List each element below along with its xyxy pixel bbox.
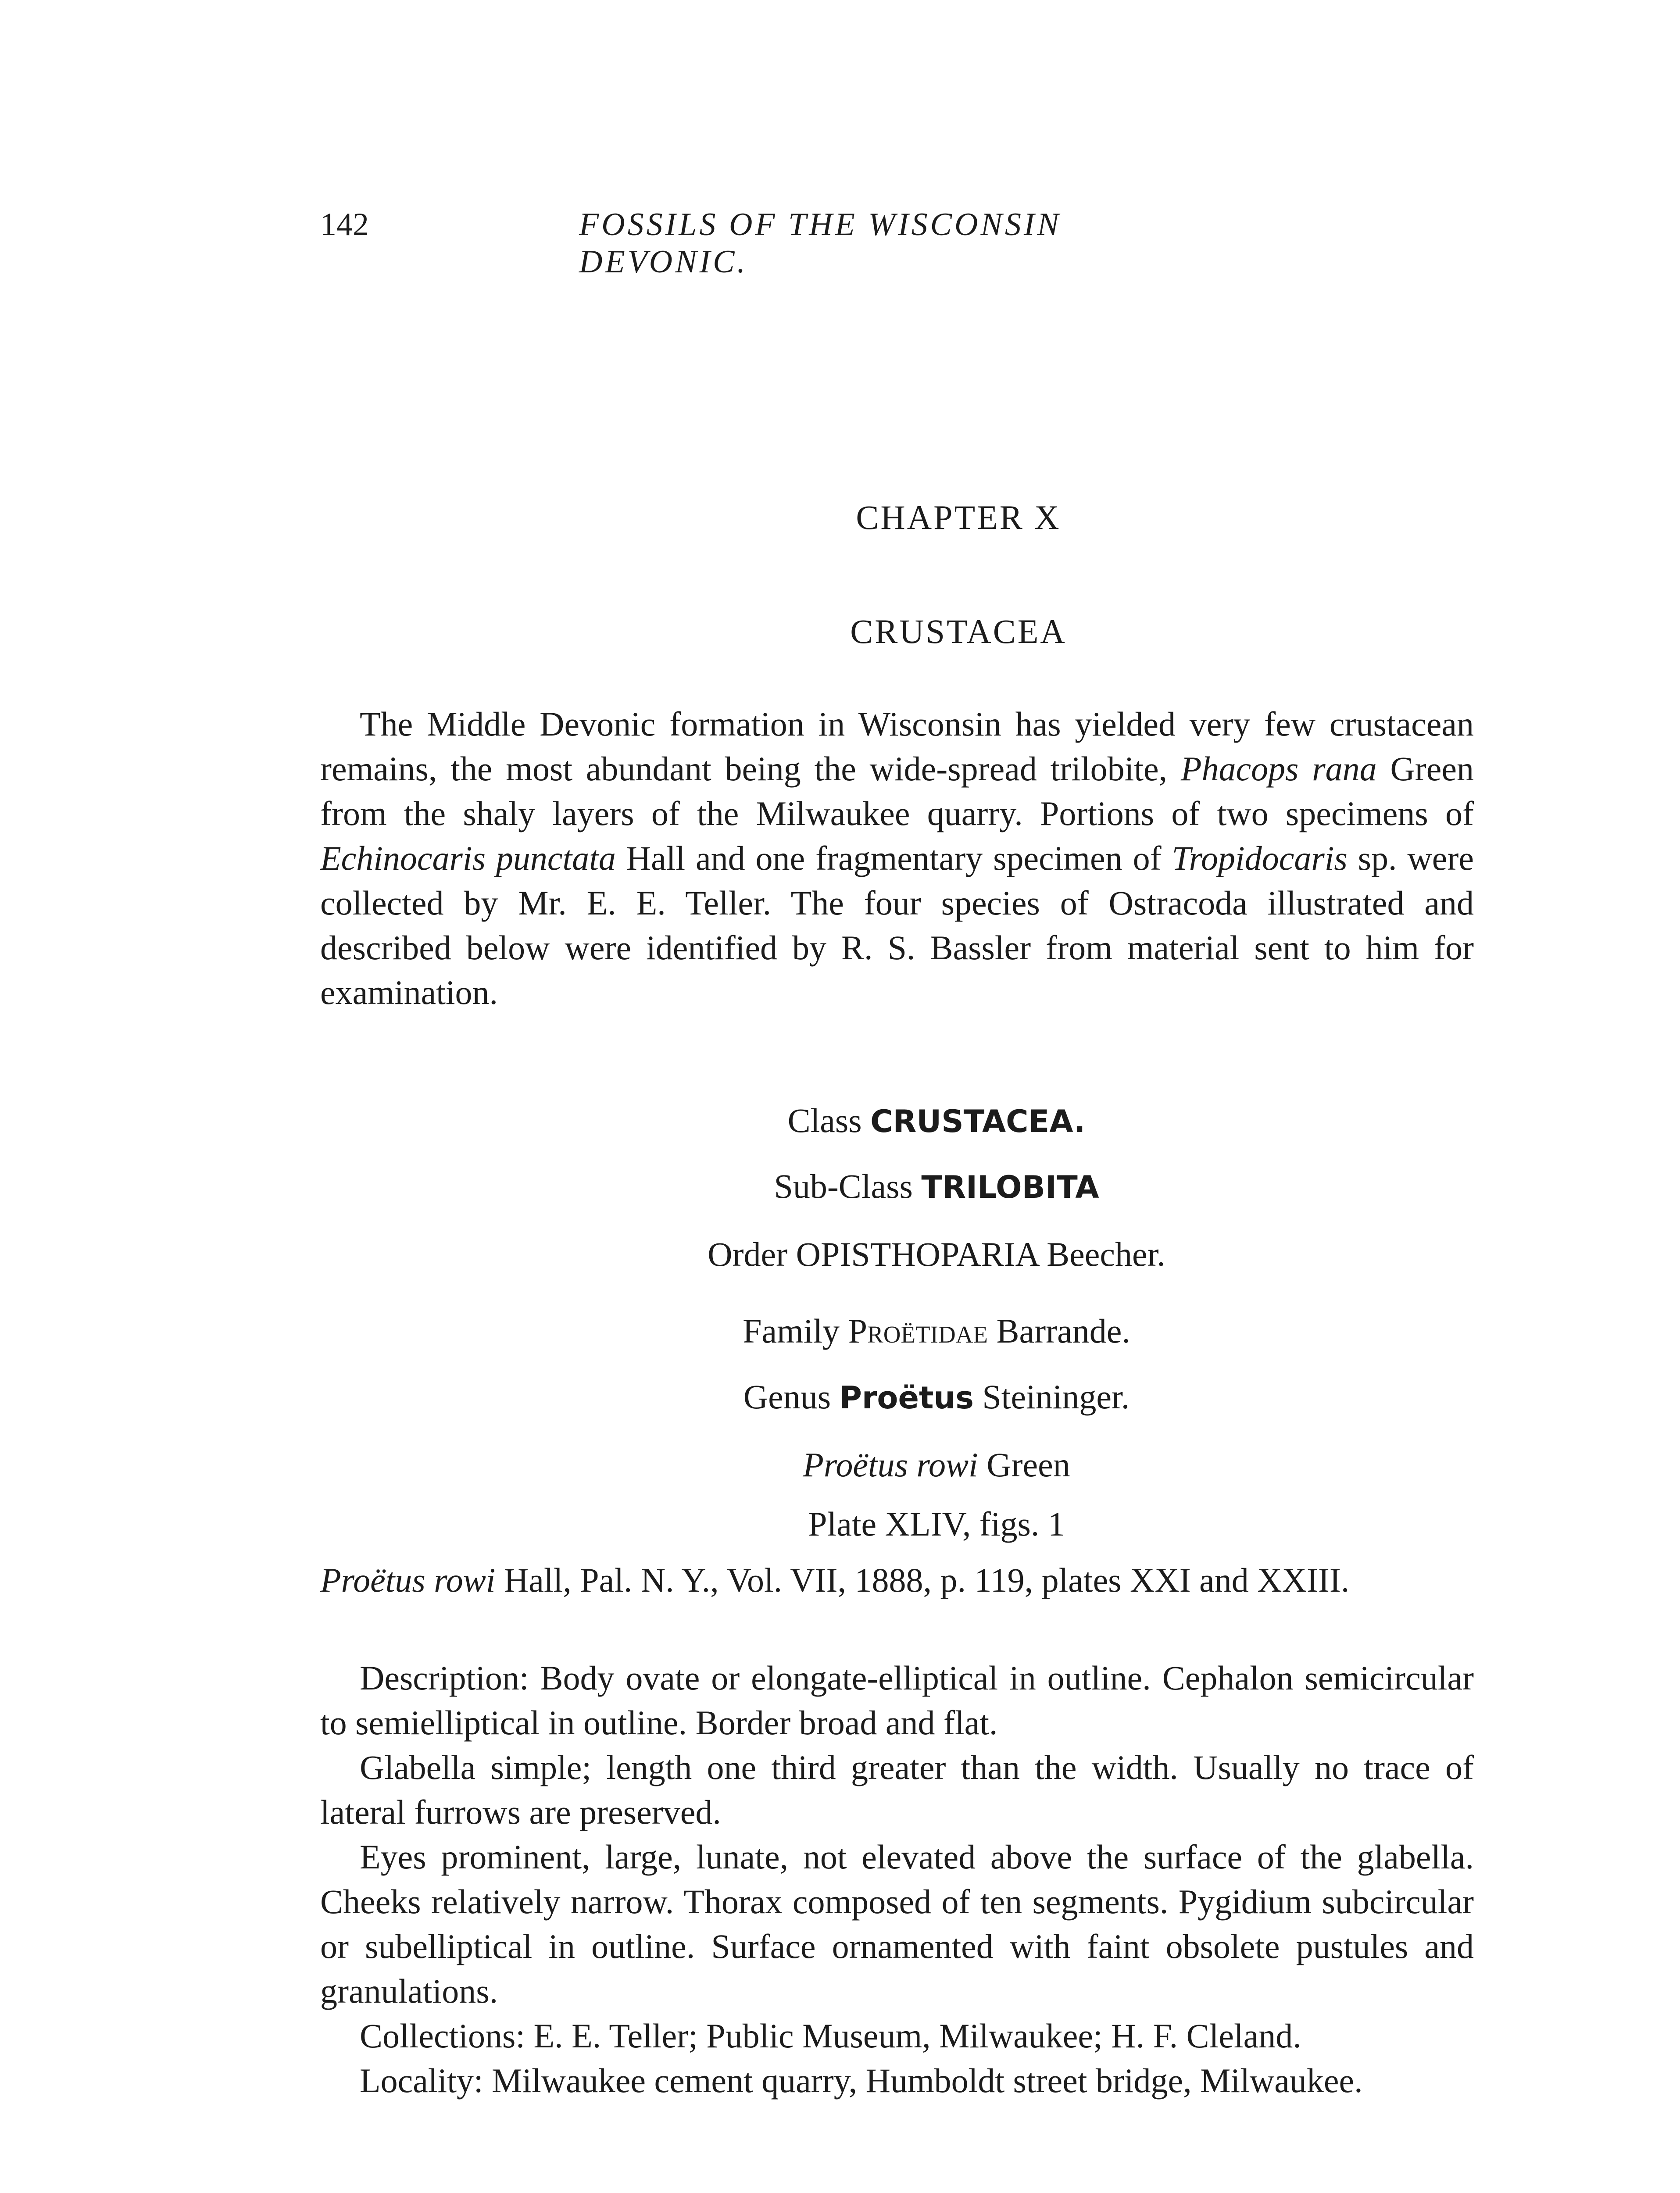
collections-paragraph: Collections: E. E. Teller; Public Museum, Milwaukee; H. F. Cleland. bbox=[360, 2017, 1301, 2055]
order-label: Order bbox=[708, 1235, 788, 1273]
order-author: Beecher. bbox=[1047, 1235, 1165, 1273]
intro-text-1: The Middle Devonic formation in Wisconsin has yielded very few crustacean remains, the most abundant being the wide-spread trilobite, bbox=[320, 705, 1474, 788]
subclass-name: TRILOBITA bbox=[921, 1169, 1099, 1205]
class-label: Class bbox=[787, 1101, 862, 1139]
citation-species: Proëtus rowi bbox=[320, 1561, 496, 1599]
genus-tropidocaris: Tropidocaris bbox=[1172, 839, 1348, 877]
order-name: OPISTHOPARIA bbox=[796, 1235, 1038, 1273]
species-echinocaris-punctata: Echinocaris punctata bbox=[320, 839, 616, 877]
citation-text: Hall, Pal. N. Y., Vol. VII, 1888, p. 119, plates XXI and XXIII. bbox=[495, 1561, 1350, 1599]
family-name: Proëtidae bbox=[848, 1312, 988, 1350]
species-description bbox=[320, 1656, 1474, 2103]
taxon-family bbox=[320, 1311, 1474, 1351]
taxon-order bbox=[320, 1235, 1474, 1274]
intro-text-4: sp. were collected by Mr. E. E. Teller. The four species of Ostracoda illustrated and described below were identified by R. S. Bassler from material sent to him for examination. bbox=[320, 839, 1474, 1011]
taxon-genus bbox=[320, 1377, 1474, 1417]
plate-reference: Plate XLIV, figs. 1 bbox=[808, 1505, 1065, 1543]
locality-paragraph: Locality: Milwaukee cement quarry, Humboldt street bridge, Milwaukee. bbox=[360, 2061, 1363, 2100]
taxon-species bbox=[320, 1445, 1474, 1485]
genus-name: Proëtus bbox=[839, 1380, 974, 1416]
section-heading: CRUSTACEA bbox=[850, 612, 1067, 650]
species-name: Proëtus rowi bbox=[803, 1446, 978, 1484]
description-paragraph: Description: Body ovate or elongate-elliptical in outline. Cephalon semicircular to semielliptical in outline. Border broad and flat. bbox=[320, 1659, 1474, 1742]
intro-text-3: Hall and one fragmentary specimen of bbox=[615, 839, 1172, 877]
synonymy-citation bbox=[320, 1558, 1474, 1603]
class-name: CRUSTACEA. bbox=[870, 1104, 1086, 1139]
genus-author: Steininger. bbox=[982, 1378, 1130, 1416]
taxon-class bbox=[320, 1101, 1474, 1140]
family-author: Barrande. bbox=[996, 1312, 1130, 1350]
chapter-heading: CHAPTER X bbox=[856, 498, 1061, 536]
intro-paragraph bbox=[320, 702, 1474, 1015]
glabella-paragraph: Glabella simple; length one third greater than the width. Usually no trace of lateral furrows are preserved. bbox=[320, 1748, 1474, 1831]
eyes-paragraph: Eyes prominent, large, lunate, not elevated above the surface of the glabella. Cheeks relatively narrow. Thorax composed of ten segments. Pygidium subcircular or subelliptical in outline. Surface ornamented with faint obsolete pustules and granulations. bbox=[320, 1838, 1474, 2010]
genus-label: Genus bbox=[743, 1378, 831, 1416]
subclass-label: Sub-Class bbox=[774, 1167, 913, 1205]
intro-text-2: Green from the shaly layers of the Milwaukee quarry. Portions of two specimens of bbox=[320, 750, 1474, 832]
running-title: FOSSILS OF THE WISCONSIN DEVONIC. bbox=[579, 207, 1062, 280]
species-author: Green bbox=[987, 1446, 1070, 1484]
page-header bbox=[320, 206, 1233, 280]
taxon-subclass bbox=[320, 1167, 1474, 1206]
family-label: Family bbox=[743, 1312, 840, 1350]
page-number: 142 bbox=[320, 207, 369, 243]
species-phacops-rana: Phacops rana bbox=[1180, 750, 1377, 788]
